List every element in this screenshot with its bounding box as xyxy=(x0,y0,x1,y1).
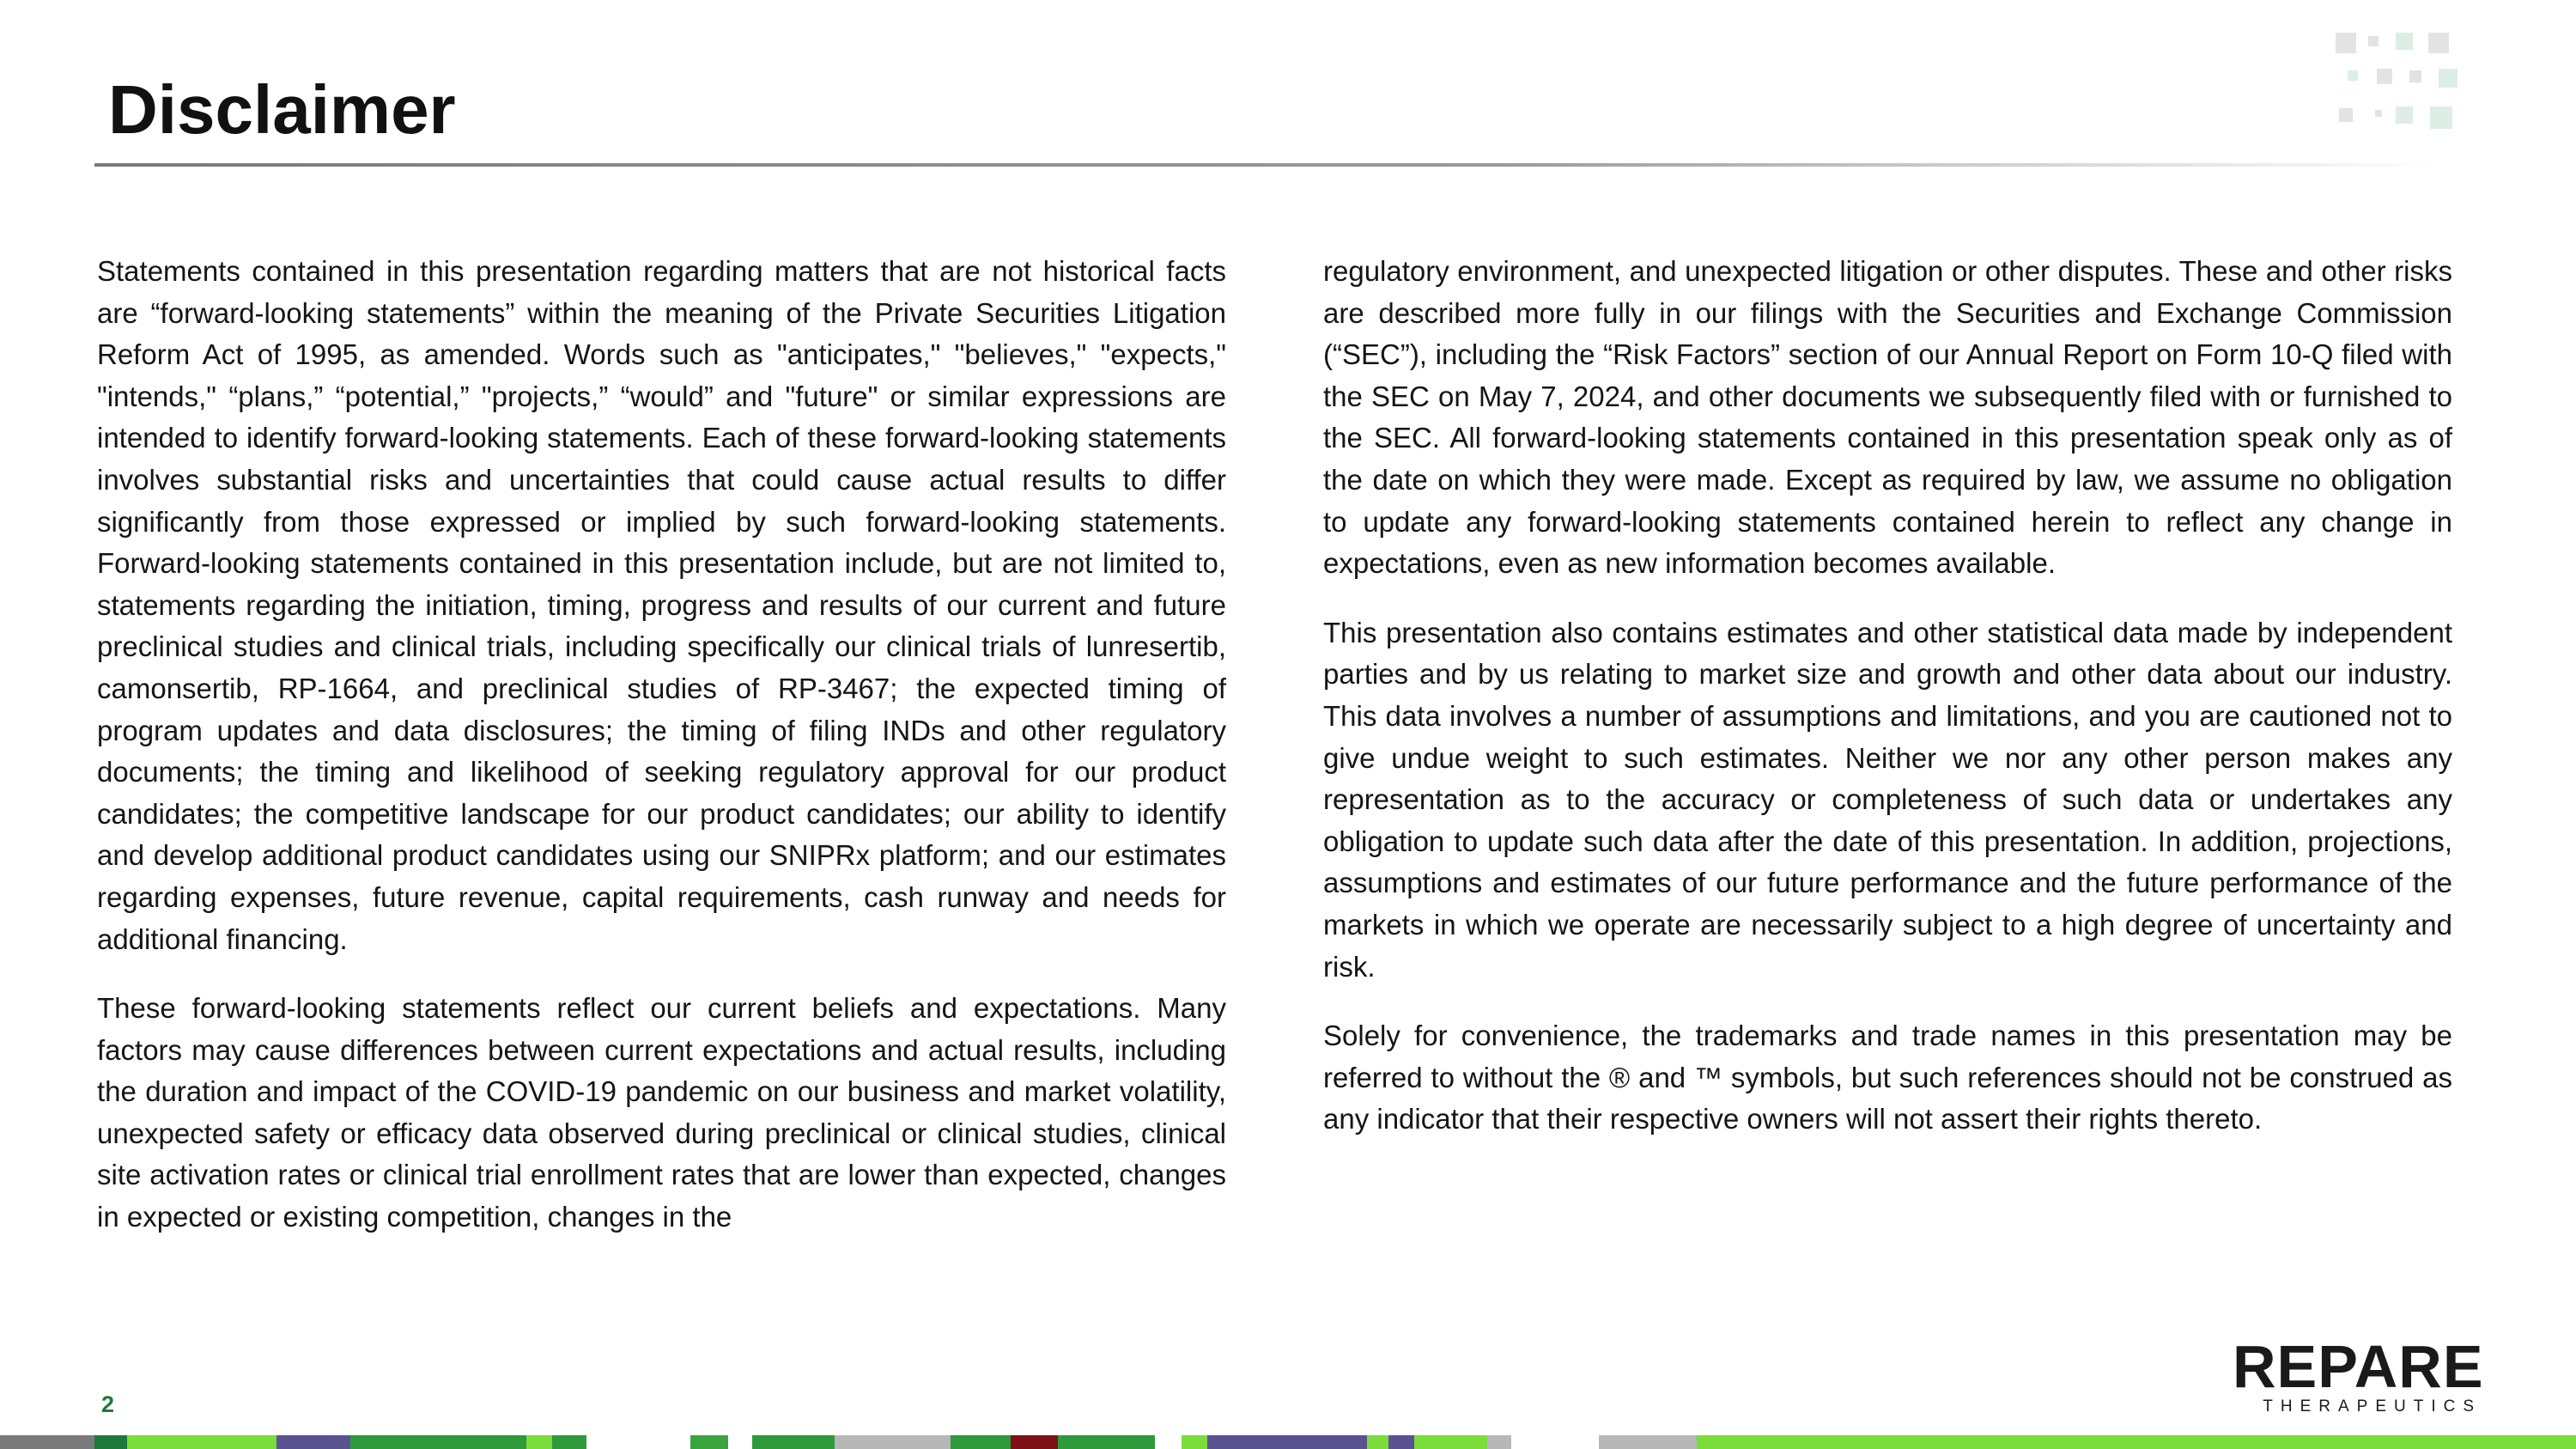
pixel-pattern-decoration xyxy=(2327,26,2490,137)
paragraph-statistical-data: This presentation also contains estimates and other statistical data made by independent parties and by us relating to market size and growth and other data about our industry. This data involves a number of assumptions and limitations, and you are cautioned not to give undue weight to such estimates. Neither we nor any other person makes any representation as to the accuracy or completeness of such data or undertakes any obligation to update such data after the date of this presentation. In addition, projections, assumptions and estimates of our future performance and the future performance of the markets in which we operate are necessarily subject to a high degree of uncertainty and risk. xyxy=(1323,616,2452,983)
logo-tagline: THERAPEUTICS xyxy=(2263,1397,2482,1416)
bottom-color-bar xyxy=(0,1435,2576,1449)
page-number: 2 xyxy=(101,1391,115,1417)
company-logo xyxy=(2233,1333,2484,1419)
logo-wordmark: REPARE xyxy=(2233,1333,2484,1400)
page-title: Disclaimer xyxy=(108,71,456,148)
paragraph-trademarks: Solely for convenience, the trademarks and trade names in this presentation may be referred to without the ® and ™ symbols, but such references should not be construed as any indicator that their respective owners will not assert their rights thereto. xyxy=(1323,1020,2452,1135)
paragraph-beliefs-expectations: These forward-looking statements reflect our current beliefs and expectations. Many factors may cause differences between current expectations and actual results, including the duration and impact of the COVID-19 pandemic on our business and market volatility, unexpected safety or efficacy data observed during preclinical or clinical studies, clinical site activation rates or clinical trial enrollment rates that are lower than expected, changes in expected or existing competition, changes in the xyxy=(97,992,1226,1233)
disclaimer-left-column xyxy=(97,251,1226,1266)
title-divider xyxy=(94,163,2439,167)
paragraph-regulatory-continuation: regulatory environment, and unexpected litigation or other disputes. These and other risks are described more fully in our filings with the Securities and Exchange Commission (“SEC”), including the “Risk Factors” section of our Annual Report on Form 10-Q filed with the SEC on May 7, 2024, and other documents we subsequently filed with or furnished to the SEC. All forward-looking statements contained in this presentation speak only as of the date on which they were made. Except as required by law, we assume no obligation to update any forward-looking statements contained herein to reflect any change in expectations, even as new information becomes available. xyxy=(1323,255,2452,580)
disclaimer-right-column xyxy=(1323,251,2452,1168)
paragraph-forward-looking: Statements contained in this presentation regarding matters that are not historical facts are “forward-looking statements” within the meaning of the Private Securities Litigation Reform Act of 1995, as amended. Words such as "anticipates," "believes," "expects," "intends," “plans,” “potential,” "projects,” “would” and "future" or similar expressions are intended to identify forward-looking statements. Each of these forward-looking statements involves substantial risks and uncertainties that could cause actual results to differ significantly from those expressed or implied by such forward-looking statements. Forward-looking statements contained in this presentation include, but are not limited to, statements regarding the initiation, timing, progress and results of our current and future preclinical studies and clinical trials, including specifically our clinical trials of lunresertib, camonsertib, RP-1664, and preclinical studies of RP-3467; the expected timing of program updates and data disclosures; the timing of filing INDs and other regulatory documents; the timing and likelihood of seeking regulatory approval for our product candidates; the competitive landscape for our product candidates; our ability to identify and develop additional product candidates using our SNIPRx platform; and our estimates regarding expenses, future revenue, capital requirements, cash runway and needs for additional financing. xyxy=(97,255,1226,955)
